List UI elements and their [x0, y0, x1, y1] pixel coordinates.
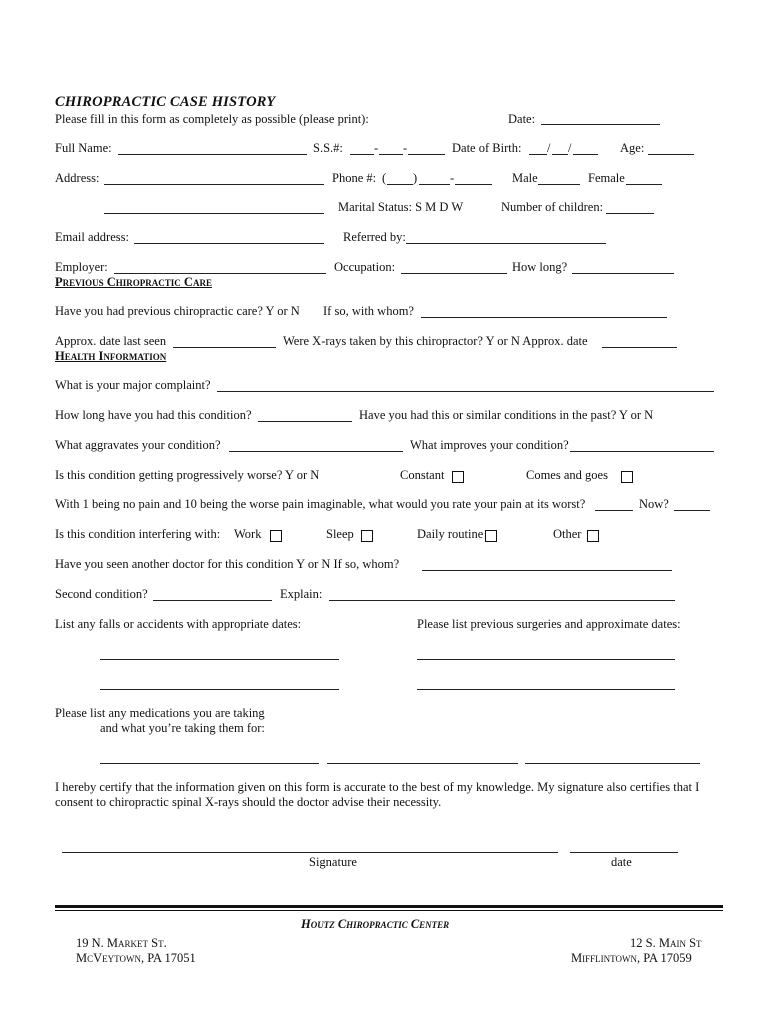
phone-open-paren: (: [382, 171, 387, 185]
improves-label: What improves your condition?: [410, 438, 569, 452]
falls-field-1[interactable]: [100, 659, 339, 660]
address-field[interactable]: [104, 184, 324, 185]
signature-field[interactable]: [62, 852, 558, 853]
condition-duration-field[interactable]: [258, 421, 352, 422]
occupation-field[interactable]: [401, 273, 507, 274]
comes-goes-label: Comes and goes: [526, 468, 608, 482]
certify-text-2: consent to chiropractic spinal X-rays should the doctor advise their necessity.: [55, 795, 442, 809]
another-doctor-field[interactable]: [422, 570, 672, 571]
ss-field-1[interactable]: [350, 154, 374, 155]
instructions: Please fill in this form as completely as possible (please print):: [55, 112, 369, 126]
employer-label: Employer:: [55, 260, 108, 274]
improves-field[interactable]: [570, 451, 714, 452]
sleep-label: Sleep: [326, 527, 354, 541]
xray-date-field[interactable]: [602, 347, 677, 348]
referred-label: Referred by:: [343, 230, 406, 244]
explain-field[interactable]: [329, 600, 675, 601]
surgeries-field-2[interactable]: [417, 689, 675, 690]
left-address-line-2: McVeytown, PA 17051: [76, 951, 196, 965]
xrays-question: Were X-rays taken by this chiropractor? Y or N Approx. date: [283, 334, 588, 348]
falls-field-2[interactable]: [100, 689, 339, 690]
phone-line-field[interactable]: [455, 184, 492, 185]
another-doctor-question: Have you seen another doctor for this condition Y or N If so, whom?: [55, 557, 400, 571]
full-name-label: Full Name:: [55, 141, 112, 155]
major-complaint-field[interactable]: [217, 391, 714, 392]
phone-close-paren: ): [413, 171, 418, 185]
other-label: Other: [553, 527, 582, 541]
footer-rule-thick: [55, 905, 723, 908]
children-field[interactable]: [606, 213, 654, 214]
footer-rule-thin: [55, 910, 723, 911]
full-name-field[interactable]: [118, 154, 307, 155]
health-info-heading: Health Information: [55, 349, 167, 363]
second-condition-label: Second condition?: [55, 587, 148, 601]
pain-worst-field[interactable]: [595, 510, 633, 511]
date-field[interactable]: [541, 124, 660, 125]
phone-area-field[interactable]: [387, 184, 413, 185]
daily-routine-checkbox[interactable]: [485, 530, 497, 542]
how-long-field[interactable]: [572, 273, 674, 274]
constant-checkbox[interactable]: [452, 471, 464, 483]
employer-field[interactable]: [114, 273, 326, 274]
last-seen-label: Approx. date last seen: [55, 334, 167, 348]
children-label: Number of children:: [501, 200, 604, 214]
second-condition-field[interactable]: [153, 600, 272, 601]
referred-field[interactable]: [406, 243, 606, 244]
marital-status-label: Marital Status: S M D W: [338, 200, 464, 214]
email-field[interactable]: [134, 243, 324, 244]
comes-goes-checkbox[interactable]: [621, 471, 633, 483]
dob-year-field[interactable]: [573, 154, 598, 155]
daily-routine-label: Daily routine: [417, 527, 484, 541]
falls-label: List any falls or accidents with appropriate dates:: [55, 617, 302, 631]
how-long-label: How long?: [512, 260, 568, 274]
previous-care-heading: Previous Chiropractic Care: [55, 275, 212, 289]
sleep-checkbox[interactable]: [361, 530, 373, 542]
male-field[interactable]: [538, 184, 580, 185]
work-checkbox[interactable]: [270, 530, 282, 542]
aggravates-label: What aggravates your condition?: [55, 438, 221, 452]
dob-slash-1: /: [547, 141, 551, 155]
age-field[interactable]: [648, 154, 694, 155]
dob-label: Date of Birth:: [452, 141, 522, 155]
similar-conditions-question: Have you had this or similar conditions in the past? Y or N: [359, 408, 654, 422]
interfering-label: Is this condition interfering with:: [55, 527, 221, 541]
progressive-question: Is this condition getting progressively worse? Y or N: [55, 468, 320, 482]
medications-label-2: and what you’re taking them for:: [100, 721, 265, 735]
signature-label: Signature: [309, 855, 357, 869]
previous-care-question: Have you had previous chiropractic care? Y or N: [55, 304, 300, 318]
age-label: Age:: [620, 141, 645, 155]
other-checkbox[interactable]: [587, 530, 599, 542]
left-address-line-1: 19 N. Market St.: [76, 936, 167, 950]
aggravates-field[interactable]: [229, 451, 403, 452]
clinic-name: Houtz Chiropractic Center: [301, 917, 450, 931]
constant-label: Constant: [400, 468, 445, 482]
form-title: CHIROPRACTIC CASE HISTORY: [55, 94, 276, 110]
pain-now-label: Now?: [639, 497, 669, 511]
address-line-2-field[interactable]: [104, 213, 324, 214]
pain-scale-question: With 1 being no pain and 10 being the worse pain imaginable, what would you rate your pain at its worst?: [55, 497, 586, 511]
phone-prefix-field[interactable]: [419, 184, 450, 185]
dob-month-field[interactable]: [529, 154, 547, 155]
date-label: Date:: [508, 112, 536, 126]
surgeries-field-1[interactable]: [417, 659, 675, 660]
ss-label: S.S.#:: [313, 141, 343, 155]
previous-care-whom-label: If so, with whom?: [323, 304, 414, 318]
ss-field-3[interactable]: [408, 154, 445, 155]
work-label: Work: [234, 527, 262, 541]
previous-care-whom-field[interactable]: [421, 317, 667, 318]
email-label: Email address:: [55, 230, 129, 244]
ss-dash-1: -: [374, 141, 379, 155]
female-field[interactable]: [626, 184, 662, 185]
pain-now-field[interactable]: [674, 510, 710, 511]
ss-dash-2: -: [403, 141, 408, 155]
signature-date-field[interactable]: [570, 852, 678, 853]
major-complaint-label: What is your major complaint?: [55, 378, 211, 392]
phone-label: Phone #:: [332, 171, 377, 185]
condition-duration-label: How long have you had this condition?: [55, 408, 252, 422]
signature-date-label: date: [611, 855, 632, 869]
ss-field-2[interactable]: [379, 154, 403, 155]
medications-label-1: Please list any medications you are taking: [55, 706, 265, 720]
medications-field-3[interactable]: [525, 763, 700, 764]
medications-field-1[interactable]: [100, 763, 319, 764]
address-label: Address:: [55, 171, 100, 185]
male-label: Male: [512, 171, 538, 185]
phone-dash: -: [450, 171, 455, 185]
last-seen-field[interactable]: [173, 347, 276, 348]
occupation-label: Occupation:: [334, 260, 396, 274]
surgeries-label: Please list previous surgeries and approximate dates:: [417, 617, 681, 631]
medications-field-2[interactable]: [327, 763, 518, 764]
right-address-line-1: 12 S. Main St: [630, 936, 702, 950]
explain-label: Explain:: [280, 587, 323, 601]
right-address-line-2: Mifflintown, PA 17059: [571, 951, 692, 965]
dob-slash-2: /: [568, 141, 572, 155]
certify-text-1: I hereby certify that the information given on this form is accurate to the best of my knowledge. My signature also certifies that I: [55, 780, 700, 794]
female-label: Female: [588, 171, 625, 185]
dob-day-field[interactable]: [552, 154, 568, 155]
